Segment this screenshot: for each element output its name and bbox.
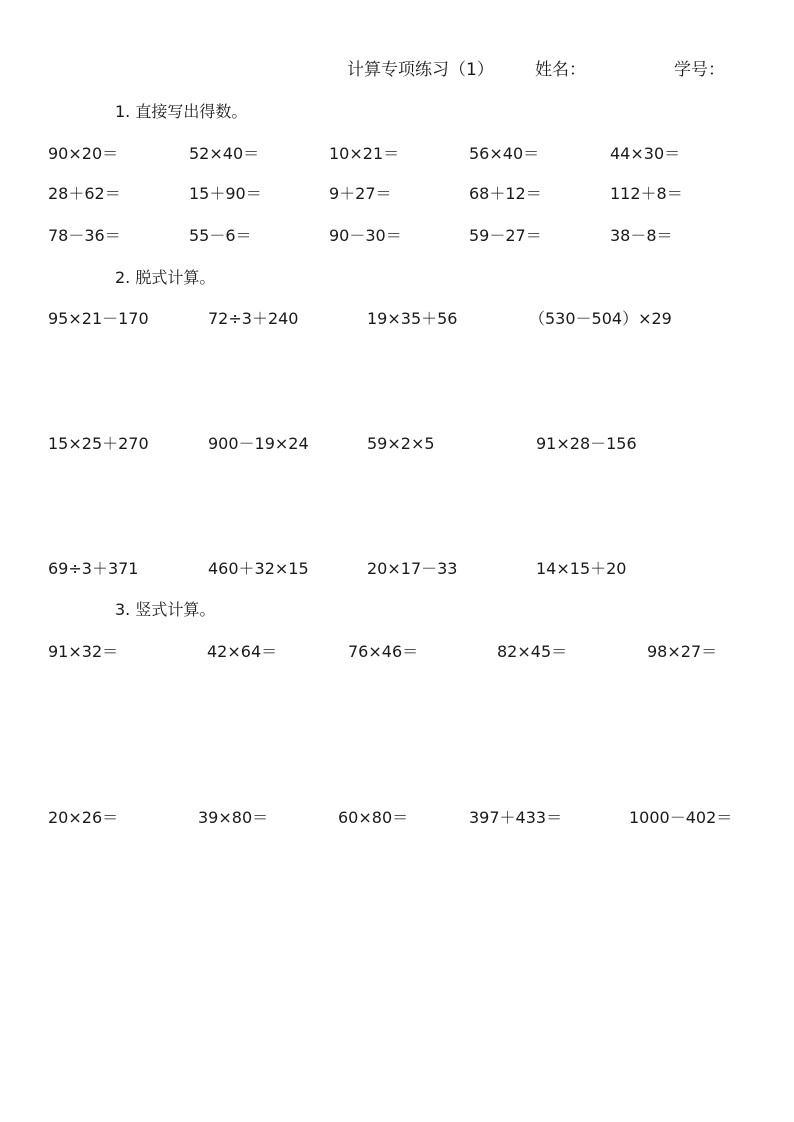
problem: 20×17－33 [367, 559, 458, 578]
problem: 19×35＋56 [367, 309, 458, 328]
problem: 1000－402＝ [629, 808, 733, 827]
problem: 68＋12＝ [469, 184, 542, 203]
problem: 56×40＝ [469, 144, 540, 163]
problem: 38－8＝ [610, 226, 673, 245]
problem: 397＋433＝ [469, 808, 563, 827]
problem: 55－6＝ [189, 226, 252, 245]
problem: 91×28－156 [536, 434, 637, 453]
problem: 59－27＝ [469, 226, 542, 245]
problem: 91×32＝ [48, 642, 119, 661]
problem: 42×64＝ [207, 642, 278, 661]
problem: 98×27＝ [647, 642, 718, 661]
problem: 15×25＋270 [48, 434, 149, 453]
student-id-label: 学号： [674, 60, 725, 80]
problem: 76×46＝ [348, 642, 419, 661]
problem: 69÷3＋371 [48, 559, 139, 578]
problem: 460＋32×15 [208, 559, 309, 578]
problem: 900－19×24 [208, 434, 309, 453]
problem: 44×30＝ [610, 144, 681, 163]
name-label: 姓名： [535, 60, 586, 80]
problem: 15＋90＝ [189, 184, 262, 203]
problem: 10×21＝ [329, 144, 400, 163]
problem: 28＋62＝ [48, 184, 121, 203]
page-title: 计算专项练习（1） [347, 60, 494, 80]
problem: 59×2×5 [367, 434, 435, 453]
problem: 39×80＝ [198, 808, 269, 827]
section1-heading: 1. 直接写出得数。 [115, 102, 248, 121]
problem: 14×15＋20 [536, 559, 627, 578]
section3-heading: 3. 竖式计算。 [115, 600, 216, 619]
problem: 9＋27＝ [329, 184, 392, 203]
problem: 90×20＝ [48, 144, 119, 163]
problem: 78－36＝ [48, 226, 121, 245]
problem: （530－504）×29 [529, 309, 672, 328]
problem: 52×40＝ [189, 144, 260, 163]
section2-heading: 2. 脱式计算。 [115, 268, 216, 287]
problem: 95×21－170 [48, 309, 149, 328]
problem: 72÷3＋240 [208, 309, 299, 328]
problem: 112＋8＝ [610, 184, 683, 203]
problem: 82×45＝ [497, 642, 568, 661]
problem: 60×80＝ [338, 808, 409, 827]
problem: 20×26＝ [48, 808, 119, 827]
problem: 90－30＝ [329, 226, 402, 245]
